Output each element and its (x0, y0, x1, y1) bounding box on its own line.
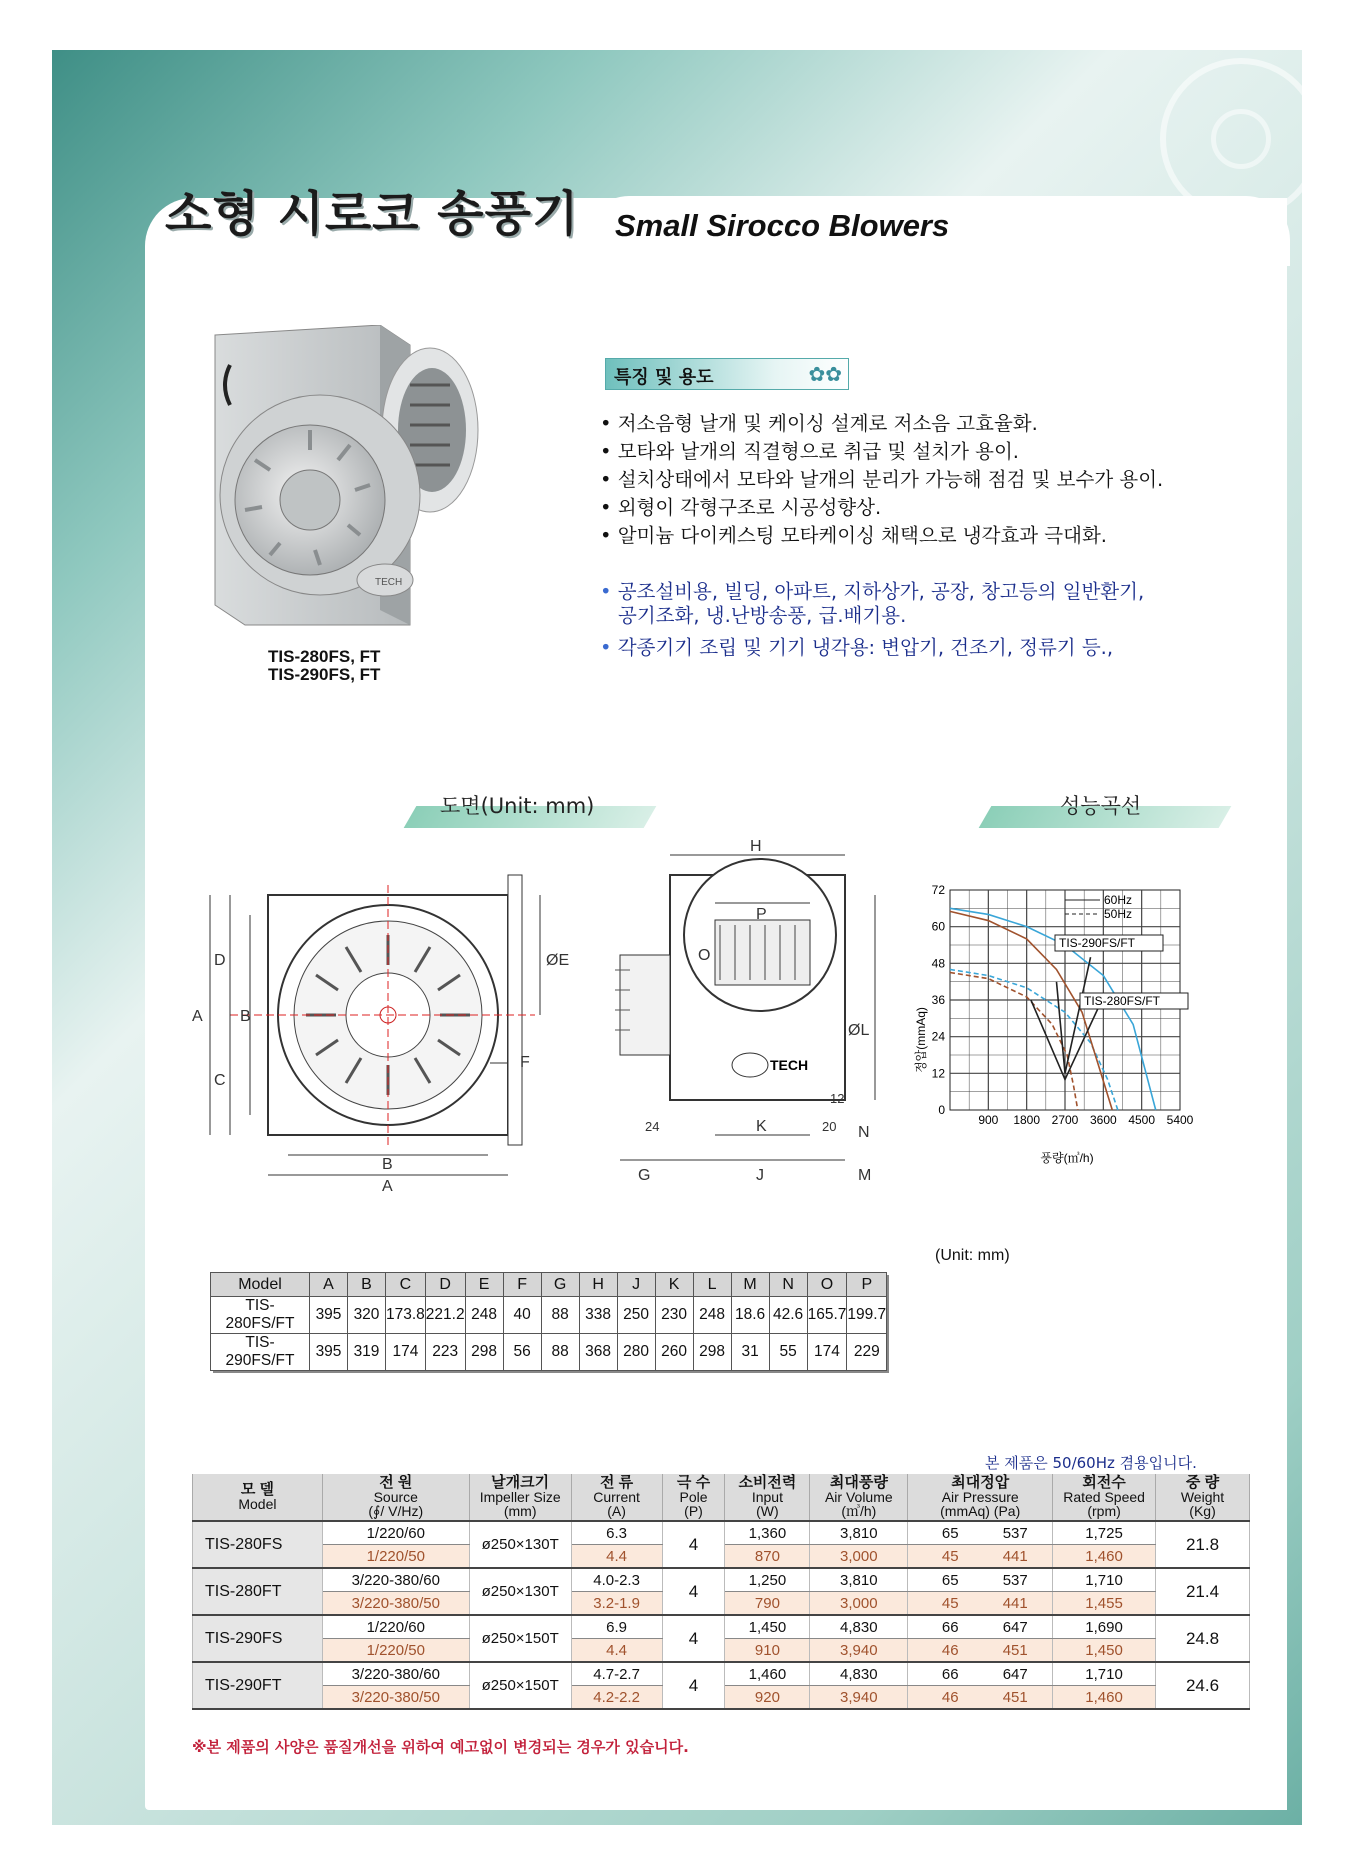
dim-label-m: M (858, 1167, 872, 1184)
spec-cell: 3,810 (810, 1568, 908, 1592)
spec-table (192, 1474, 1250, 1710)
spec-table-header (193, 1474, 1250, 1521)
spec-header-unit: (rpm) (1087, 1503, 1121, 1519)
spec-header-en: Rated Speed (1063, 1489, 1145, 1505)
spec-pressure-cell (908, 1521, 1053, 1545)
spec-cell: 910 (725, 1639, 810, 1663)
spec-cell: 4 (662, 1568, 725, 1615)
spec-mmaq: 46 (941, 1688, 959, 1706)
spec-cell: 1,455 (1053, 1592, 1156, 1616)
spec-cell: ø250×150T (469, 1615, 571, 1662)
dim-label-p: P (756, 906, 767, 923)
spec-cell: 4 (662, 1521, 725, 1568)
spec-header-ko: 날개크기 (491, 1474, 550, 1491)
spec-pa: 451 (1002, 1641, 1028, 1659)
dim-cell: 174 (807, 1334, 847, 1371)
y-tick-label: 0 (938, 1103, 945, 1117)
spec-row-60hz (193, 1615, 1250, 1639)
spec-mmaq: 65 (941, 1571, 959, 1589)
dim-header-cell: H (579, 1273, 617, 1297)
dim-cell: 55 (769, 1334, 807, 1371)
spec-cell: 1,710 (1053, 1662, 1156, 1686)
dim-label-o: O (698, 947, 711, 964)
spec-header-cell (725, 1474, 810, 1521)
usage-item: • 각종기기 조립 및 기기 냉각용: 변압기, 건조기, 정류기 등., (600, 636, 1144, 660)
spec-cell: ø250×150T (469, 1662, 571, 1709)
side-view-logo: TECH (770, 1057, 809, 1073)
dim-header-cell: P (847, 1273, 887, 1297)
usage-item (600, 580, 1144, 628)
spec-pa: 537 (1002, 1524, 1028, 1542)
dim-label-k: K (756, 1118, 767, 1135)
spec-header-cell (193, 1474, 323, 1521)
dim-cell: 173.8 (386, 1297, 426, 1334)
spec-cell: 1,450 (1053, 1639, 1156, 1663)
dimension-drawing (190, 835, 890, 1205)
dim-cell: 298 (465, 1334, 503, 1371)
spec-pa: 647 (1002, 1618, 1028, 1636)
x-tick-label: 900 (978, 1113, 999, 1127)
x-tick-label: 2700 (1051, 1113, 1079, 1127)
dim-label-24: 24 (645, 1119, 660, 1134)
dim-cell: 88 (541, 1334, 579, 1371)
dim-table-row (211, 1334, 887, 1371)
spec-cell: 1/220/60 (322, 1521, 469, 1545)
usage-list (600, 580, 1144, 668)
dim-cell: 42.6 (769, 1297, 807, 1334)
spec-header-cell (908, 1474, 1053, 1521)
spec-cell: 1,460 (1053, 1545, 1156, 1569)
spec-cell: 3/220-380/60 (322, 1568, 469, 1592)
dim-header-cell: J (617, 1273, 655, 1297)
dim-label-g: G (638, 1167, 651, 1184)
dim-cell: 221.2 (425, 1297, 465, 1334)
dim-cell: 18.6 (731, 1297, 769, 1334)
spec-header-en: Source (373, 1489, 418, 1505)
spec-cell: 21.4 (1156, 1568, 1250, 1615)
frequency-note: 본 제품은 50/60Hz 겸용입니다. (985, 1454, 1197, 1472)
spec-header-en: Air Volume (824, 1489, 893, 1505)
dim-header-cell: F (503, 1273, 541, 1297)
spec-cell: 3/220-380/50 (322, 1686, 469, 1710)
spec-cell: 3.2-1.9 (571, 1592, 662, 1616)
spec-cell: 3,940 (810, 1639, 908, 1663)
spec-cell: 4.4 (571, 1639, 662, 1663)
spec-header-ko: 최대정압 (951, 1474, 1010, 1491)
spec-header-en: Impeller Size (479, 1489, 561, 1505)
dim-cell: 165.7 (807, 1297, 847, 1334)
spec-pa: 537 (1002, 1571, 1028, 1589)
dim-cell: 368 (579, 1334, 617, 1371)
dim-header-cell: E (465, 1273, 503, 1297)
dimension-table-header (211, 1273, 887, 1297)
spec-header-unit: (A) (607, 1503, 626, 1519)
spec-pressure-cell (908, 1545, 1053, 1569)
dim-header-cell: O (807, 1273, 847, 1297)
spec-cell: 3/220-380/60 (322, 1662, 469, 1686)
spec-header-ko: 전 류 (600, 1474, 634, 1491)
spec-cell: 4.7-2.7 (571, 1662, 662, 1686)
spec-cell: 1/220/60 (322, 1615, 469, 1639)
spec-cell: 3,810 (810, 1521, 908, 1545)
spec-cell: 4 (662, 1615, 725, 1662)
spec-pressure-cell (908, 1639, 1053, 1663)
dimension-table (210, 1272, 887, 1371)
dim-label-h: H (750, 838, 762, 855)
dim-cell: 31 (731, 1334, 769, 1371)
dim-cell: 260 (655, 1334, 693, 1371)
spec-header-en: Current (593, 1489, 640, 1505)
spec-header-cell (571, 1474, 662, 1521)
spec-cell: 4,830 (810, 1662, 908, 1686)
spec-cell: 21.8 (1156, 1521, 1250, 1568)
spec-mmaq: 66 (941, 1618, 959, 1636)
spec-cell: ø250×130T (469, 1568, 571, 1615)
dim-cell: 395 (310, 1334, 348, 1371)
dim-label-b-bottom: B (382, 1156, 393, 1173)
spec-cell: 4.2-2.2 (571, 1686, 662, 1710)
dim-cell: 395 (310, 1297, 348, 1334)
spec-pressure-cell (908, 1615, 1053, 1639)
features-heading (605, 358, 849, 390)
spec-header-cell (1053, 1474, 1156, 1521)
spec-cell: TIS-280FT (193, 1568, 323, 1615)
dim-label-12: 12 (830, 1091, 845, 1106)
spec-header-ko: 모 델 (240, 1481, 274, 1498)
y-tick-label: 24 (931, 1029, 945, 1044)
drawing-section-label: 도면(Unit: mm) (440, 794, 595, 818)
dim-label-c: C (214, 1072, 226, 1089)
dim-label-a-bottom: A (382, 1178, 393, 1195)
spec-pa: 451 (1002, 1688, 1028, 1706)
performance-chart (905, 870, 1255, 1170)
feature-item: • 저소음형 날개 및 케이싱 설계로 저소음 고효율화. (600, 410, 1163, 438)
dim-label-j: J (756, 1167, 764, 1184)
curve-section-label: 성능곡선 (1060, 794, 1142, 818)
spec-cell: 1,460 (725, 1662, 810, 1686)
spec-cell: 6.3 (571, 1521, 662, 1545)
spec-cell: TIS-280FS (193, 1521, 323, 1568)
spec-cell: TIS-290FS (193, 1615, 323, 1662)
features-heading-text: 특징 및 용도 (614, 367, 714, 388)
spec-cell: 1,710 (1053, 1568, 1156, 1592)
spec-pressure-cell (908, 1686, 1053, 1710)
chart-y-axis-label: 정압(mmAq) (914, 1007, 928, 1073)
spec-cell: 3,000 (810, 1545, 908, 1569)
x-tick-label: 5400 (1166, 1113, 1194, 1127)
spec-cell: 1/220/50 (322, 1545, 469, 1569)
spec-cell: 3/220-380/50 (322, 1592, 469, 1616)
dim-label-a: A (192, 1008, 203, 1025)
spec-header-en: Weight (1180, 1489, 1225, 1505)
spec-mmaq: 45 (941, 1547, 959, 1565)
dim-header-cell: D (425, 1273, 465, 1297)
y-tick-label: 12 (931, 1066, 945, 1081)
spec-pa: 441 (1002, 1594, 1028, 1612)
side-view-impeller (715, 920, 810, 985)
spec-header-ko: 소비전력 (738, 1474, 797, 1491)
spec-header-cell (662, 1474, 725, 1521)
spec-cell: TIS-290FT (193, 1662, 323, 1709)
page-title-korean: 소형 시로코 송풍기 (165, 186, 580, 242)
spec-header-unit: (P) (684, 1503, 703, 1519)
spec-header-unit: (mmAq) (Pa) (940, 1503, 1021, 1519)
dim-header-cell: N (769, 1273, 807, 1297)
y-tick-label: 60 (931, 919, 945, 934)
spec-header-ko: 극 수 (676, 1474, 711, 1491)
x-tick-label: 3600 (1089, 1113, 1117, 1127)
dim-header-cell: A (310, 1273, 348, 1297)
product-photo (210, 325, 515, 630)
dim-cell: TIS-280FS/FT (211, 1297, 310, 1334)
usage-line-1b: 공기조화, 냉.난방송풍, 급.배기용. (618, 604, 907, 627)
feature-item: • 외형이 각형구조로 시공성향상. (600, 494, 1163, 522)
feature-item: • 알미늄 다이케스팅 모타케이싱 채택으로 냉각효과 극대화. (600, 522, 1163, 550)
spec-cell: 1,690 (1053, 1615, 1156, 1639)
spec-header-unit: (mm) (503, 1503, 537, 1519)
annotation-label: TIS-280FS/FT (1084, 994, 1161, 1008)
spec-mmaq: 45 (941, 1594, 959, 1612)
spec-cell: 24.6 (1156, 1662, 1250, 1709)
dim-label-b: B (240, 1008, 251, 1025)
product-logo-text: TECH (375, 577, 403, 588)
spec-cell: 1/220/50 (322, 1639, 469, 1663)
spec-cell: 1,725 (1053, 1521, 1156, 1545)
spec-cell: 6.9 (571, 1615, 662, 1639)
spec-cell: 1,460 (1053, 1686, 1156, 1710)
spec-mmaq: 65 (941, 1524, 959, 1542)
usage-line-1: 공조설비용, 빌딩, 아파트, 지하상가, 공장, 창고등의 일반환기, (617, 580, 1145, 603)
spec-cell: 4 (662, 1662, 725, 1709)
dim-cell: 40 (503, 1297, 541, 1334)
legend-label: 50Hz (1104, 907, 1133, 921)
spec-header-ko: 최대풍량 (829, 1474, 888, 1491)
spec-header-unit: (㎥/h) (841, 1503, 877, 1519)
dim-label-l: ØL (848, 1022, 870, 1039)
front-view-flange (508, 875, 522, 1145)
spec-pa: 647 (1002, 1665, 1028, 1683)
dim-label-n: N (858, 1124, 870, 1141)
spec-cell: 790 (725, 1592, 810, 1616)
spec-pa: 441 (1002, 1547, 1028, 1565)
chart-x-axis-label: 풍량(㎥/h) (1040, 1151, 1094, 1165)
feature-list (600, 410, 1163, 550)
spec-cell: 4,830 (810, 1615, 908, 1639)
dim-cell: 338 (579, 1297, 617, 1334)
y-tick-label: 72 (931, 883, 945, 897)
dim-cell: 248 (465, 1297, 503, 1334)
spec-row-60hz (193, 1662, 1250, 1686)
legend-label: 60Hz (1104, 893, 1133, 907)
dim-cell: 88 (541, 1297, 579, 1334)
spec-pressure-cell (908, 1592, 1053, 1616)
y-tick-label: 48 (931, 956, 945, 971)
spec-mmaq: 66 (941, 1665, 959, 1683)
spec-header-unit: (Kg) (1189, 1503, 1216, 1519)
spec-header-cell (469, 1474, 571, 1521)
spec-pressure-cell (908, 1662, 1053, 1686)
dim-cell: 199.7 (847, 1297, 887, 1334)
spec-header-en: Pole (679, 1489, 708, 1505)
spec-mmaq: 46 (941, 1641, 959, 1659)
spec-cell: 3,940 (810, 1686, 908, 1710)
dim-cell: 229 (847, 1334, 887, 1371)
spec-cell: ø250×130T (469, 1521, 571, 1568)
spec-header-cell (322, 1474, 469, 1521)
spec-header-ko: 중 량 (1185, 1474, 1220, 1491)
dim-cell: 174 (386, 1334, 426, 1371)
spec-header-cell (1156, 1474, 1250, 1521)
caption-line-2: TIS-290FS, FT (268, 665, 381, 684)
dim-header-cell: M (731, 1273, 769, 1297)
spec-cell: 4.4 (571, 1545, 662, 1569)
dim-header-cell: Model (211, 1273, 310, 1297)
y-tick-label: 36 (931, 993, 945, 1007)
spec-header-en: Air Pressure (941, 1489, 1019, 1505)
spec-header-unit: (∮/ V/Hz) (368, 1503, 424, 1519)
dim-cell: 298 (693, 1334, 731, 1371)
dim-header-cell: L (693, 1273, 731, 1297)
spec-header-cell (810, 1474, 908, 1521)
caption-line-1: TIS-280FS, FT (268, 647, 381, 666)
spec-header-unit: (W) (756, 1503, 779, 1519)
spec-row-60hz (193, 1568, 1250, 1592)
dim-header-cell: G (541, 1273, 579, 1297)
spec-cell: 1,250 (725, 1568, 810, 1592)
spec-header-ko: 회전수 (1082, 1474, 1126, 1491)
dim-cell: 230 (655, 1297, 693, 1334)
dim-cell: TIS-290FS/FT (211, 1334, 310, 1371)
spec-header-en: Model (238, 1496, 277, 1512)
spec-cell: 920 (725, 1686, 810, 1710)
dim-cell: 250 (617, 1297, 655, 1334)
dim-cell: 320 (348, 1297, 386, 1334)
dim-cell: 319 (348, 1334, 386, 1371)
dim-label-20: 20 (822, 1119, 837, 1134)
page-title-english: Small Sirocco Blowers (615, 208, 950, 243)
product-caption (268, 648, 380, 684)
dim-cell: 248 (693, 1297, 731, 1334)
dim-header-cell: C (386, 1273, 426, 1297)
x-tick-label: 1800 (1013, 1113, 1041, 1127)
spec-header-ko: 전 원 (379, 1474, 413, 1491)
dim-header-cell: K (655, 1273, 693, 1297)
fan-icon: ✿✿ (808, 362, 842, 386)
spec-cell: 1,450 (725, 1615, 810, 1639)
dim-cell: 280 (617, 1334, 655, 1371)
feature-item: • 설치상태에서 모타와 날개의 분리가 가능해 점검 및 보수가 용이. (600, 466, 1163, 494)
spec-cell: 1,360 (725, 1521, 810, 1545)
spec-cell: 4.0-2.3 (571, 1568, 662, 1592)
spec-cell: 870 (725, 1545, 810, 1569)
dim-table-row (211, 1297, 887, 1334)
dim-label-e: ØE (546, 952, 570, 969)
x-tick-label: 4500 (1128, 1113, 1156, 1127)
spec-row-60hz (193, 1521, 1250, 1545)
feature-item: • 모타와 날개의 직결형으로 취급 및 설치가 용이. (600, 438, 1163, 466)
dim-cell: 56 (503, 1334, 541, 1371)
dim-label-d: D (214, 952, 226, 969)
dim-label-f: F (520, 1054, 530, 1071)
dim-header-cell: B (348, 1273, 386, 1297)
spec-header-en: Input (751, 1489, 783, 1505)
dim-cell: 223 (425, 1334, 465, 1371)
dim-table-unit: (Unit: mm) (935, 1247, 1010, 1264)
spec-pressure-cell (908, 1568, 1053, 1592)
spec-cell: 3,000 (810, 1592, 908, 1616)
annotation-label: TIS-290FS/FT (1059, 936, 1136, 950)
spec-footnote: ※본 제품의 사양은 품질개선을 위하여 예고없이 변경되는 경우가 있습니다. (192, 1738, 689, 1756)
spec-cell: 24.8 (1156, 1615, 1250, 1662)
